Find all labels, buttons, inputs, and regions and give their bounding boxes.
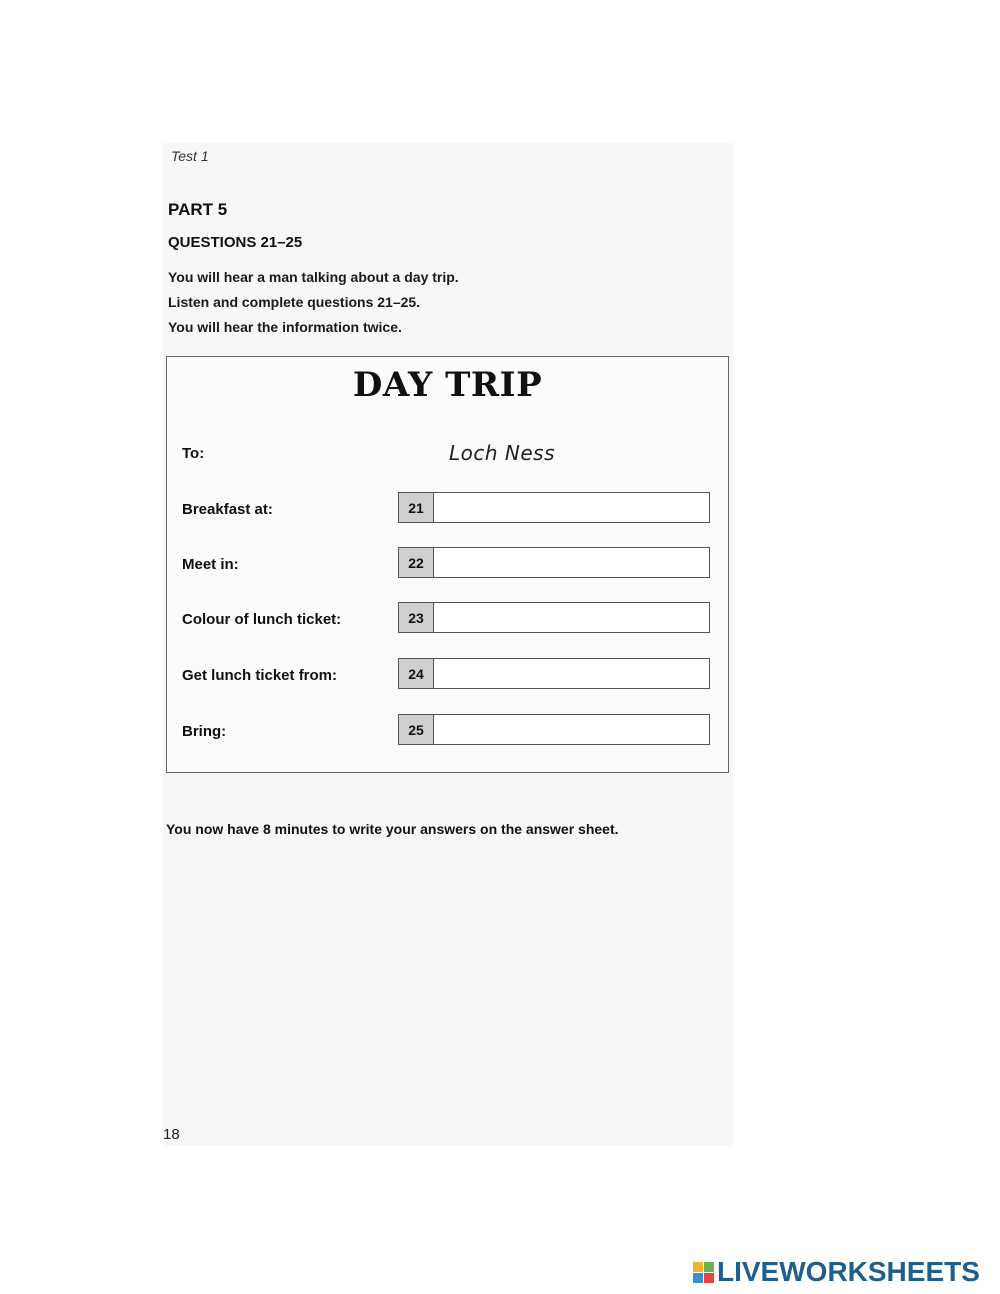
- day-trip-form: [166, 356, 729, 773]
- instruction-line: You will hear a man talking about a day trip.: [168, 269, 459, 285]
- field-label-breakfast: Breakfast at:: [182, 501, 273, 518]
- test-label: Test 1: [171, 148, 209, 164]
- question-number: 24: [399, 659, 434, 688]
- answer-input-25[interactable]: [434, 715, 709, 744]
- answer-box-22: [398, 547, 710, 578]
- page-number: 18: [163, 1126, 180, 1143]
- answer-input-21[interactable]: [434, 493, 709, 522]
- field-label-ticket-from: Get lunch ticket from:: [182, 667, 338, 684]
- field-label-colour: Colour of lunch ticket:: [182, 611, 342, 628]
- question-number: 22: [399, 548, 434, 577]
- answer-box-25: [398, 714, 710, 745]
- instruction-line: Listen and complete questions 21–25.: [168, 294, 421, 310]
- part-title: PART 5: [168, 200, 228, 219]
- answer-box-23: [398, 602, 710, 633]
- form-title: DAY TRIP: [352, 365, 543, 405]
- answer-input-23[interactable]: [434, 603, 709, 632]
- field-label-bring: Bring:: [182, 723, 227, 740]
- logo-text: LIVEWORKSHEETS: [717, 1256, 980, 1287]
- closing-instruction: You now have 8 minutes to write your answers on the answer sheet.: [166, 821, 619, 837]
- liveworksheets-logo: [693, 1256, 980, 1288]
- answer-box-24: [398, 658, 710, 689]
- field-label-meet: Meet in:: [182, 556, 239, 573]
- question-number: 23: [399, 603, 434, 632]
- destination-value: Loch Ness: [449, 441, 556, 465]
- answer-input-24[interactable]: [434, 659, 709, 688]
- question-number: 25: [399, 715, 434, 744]
- answer-input-22[interactable]: [434, 548, 709, 577]
- question-number: 21: [399, 493, 434, 522]
- instruction-line: You will hear the information twice.: [168, 319, 402, 335]
- logo-grid-icon: [693, 1262, 714, 1283]
- destination-label: To:: [182, 445, 205, 462]
- answer-box-21: [398, 492, 710, 523]
- questions-title: QUESTIONS 21–25: [168, 234, 303, 251]
